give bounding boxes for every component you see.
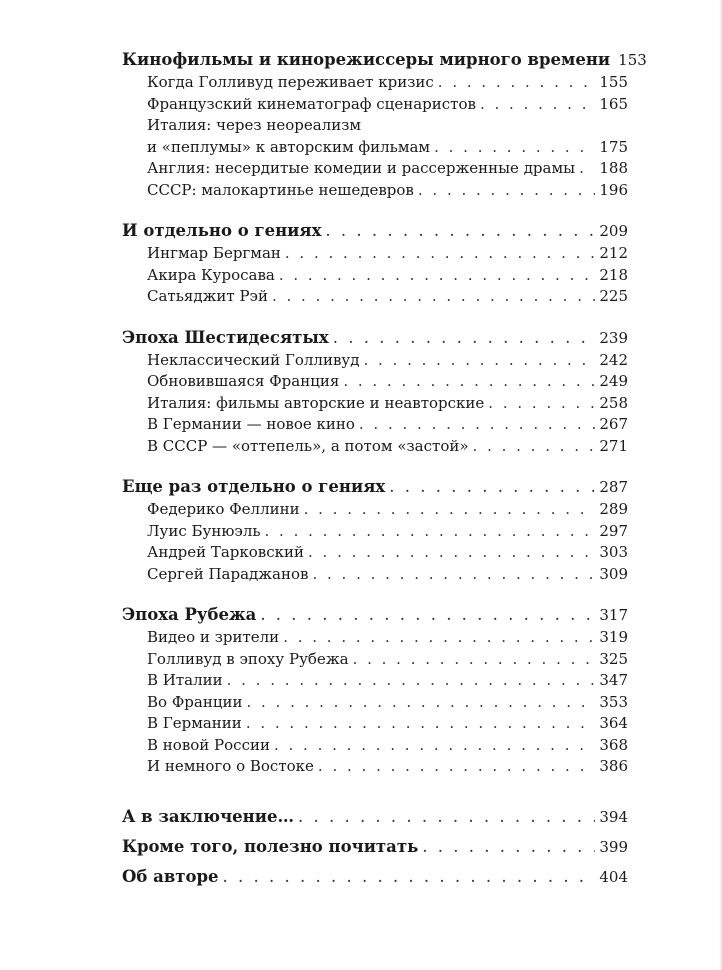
page-number: 258 — [599, 393, 628, 412]
page-number: 303 — [599, 543, 628, 561]
entry-title: Неклассический Голливуд — [147, 350, 360, 369]
dot-leader — [272, 286, 595, 308]
entry-title: И немного о Востоке — [147, 757, 314, 775]
entry-title: Сергей Параджанов — [147, 564, 309, 583]
page-number: 212 — [599, 244, 628, 262]
toc-sub-entry — [122, 735, 628, 757]
entry-title: Ингмар Бергман — [147, 244, 281, 262]
dot-leader — [246, 692, 595, 714]
page-number: 364 — [599, 714, 628, 732]
page-number: 249 — [599, 372, 628, 390]
toc-sub-entry — [122, 692, 628, 714]
toc-sub-entry — [122, 286, 628, 308]
toc-section-entry — [122, 326, 628, 350]
entry-title: Акира Куросава — [147, 265, 275, 284]
page-number: 287 — [599, 478, 628, 496]
page-number: 239 — [599, 328, 628, 347]
entry-title: В новой России — [147, 735, 270, 754]
group-spacer — [122, 585, 628, 603]
toc-sub-entry — [122, 94, 628, 116]
toc-sub-entry-multiline — [122, 115, 628, 158]
group-spacer — [122, 201, 628, 219]
toc-sub-entry — [122, 542, 628, 564]
section-title: И отдельно о гениях — [122, 221, 322, 240]
section-title: Еще раз отдельно о гениях — [122, 477, 386, 496]
page-number: 399 — [599, 837, 628, 856]
dot-leader — [488, 393, 595, 415]
page-number: 218 — [599, 265, 628, 284]
entry-title: Англия: несердитые комедии и рассерженные драмы — [147, 159, 576, 177]
entry-title: Италия: фильмы авторские и неавторские — [147, 393, 485, 412]
entry-title: В Германии — [147, 714, 242, 732]
page-number: 368 — [599, 735, 628, 754]
toc-sub-entry — [122, 564, 628, 586]
page-number: 271 — [599, 436, 628, 455]
toc-sub-entry — [122, 499, 628, 521]
dot-leader — [318, 756, 595, 778]
dot-leader — [418, 180, 595, 202]
dot-leader — [265, 521, 596, 543]
page-number: 242 — [599, 350, 628, 369]
page-number: 297 — [599, 521, 628, 540]
toc-sub-entry — [122, 243, 628, 265]
entry-title: В СССР — «оттепель», а потом «застой» — [147, 436, 469, 455]
page-number: 225 — [599, 287, 628, 305]
page-number: 394 — [599, 807, 628, 826]
table-of-contents — [122, 48, 647, 889]
toc-sub-entry — [122, 371, 628, 393]
page-number: 209 — [599, 222, 628, 240]
dot-leader — [473, 436, 596, 458]
group-spacer — [122, 308, 628, 326]
page-number: 347 — [599, 671, 628, 689]
page-number: 153 — [618, 51, 647, 69]
entry-title-line-1: Италия: через неореализм — [147, 116, 362, 134]
page-number: 309 — [599, 564, 628, 583]
page-number: 188 — [599, 159, 628, 177]
page-number: 267 — [599, 415, 628, 433]
entry-title: Федерико Феллини — [147, 500, 300, 518]
toc-sub-entry — [122, 265, 628, 287]
group-spacer — [122, 457, 628, 475]
toc-section-entry — [122, 805, 628, 829]
page-number: 317 — [599, 606, 628, 624]
section-title: А в заключение… — [122, 806, 294, 826]
section-title: Об авторе — [122, 866, 219, 886]
entry-title: СССР: малокартинье нешедевров — [147, 180, 414, 199]
dot-leader — [308, 542, 595, 564]
toc-sub-entry — [122, 627, 628, 649]
toc-sub-entry — [122, 350, 628, 372]
page-number: 404 — [599, 867, 628, 886]
toc-sub-entry — [122, 180, 628, 202]
dot-leader — [422, 835, 595, 859]
page-number: 319 — [599, 628, 628, 646]
dot-leader — [304, 499, 596, 521]
page-number: 165 — [599, 94, 628, 113]
entry-title: В Италии — [147, 671, 223, 689]
toc-sub-entry-continuation — [147, 137, 628, 159]
dot-leader — [246, 713, 596, 735]
dot-leader — [285, 243, 595, 265]
toc-sub-entry — [122, 649, 628, 671]
entry-title-line-2: и «пеплумы» к авторским фильмам — [147, 137, 431, 156]
toc-sub-entry — [122, 436, 628, 458]
toc-section-entry — [122, 48, 647, 72]
dot-leader — [298, 805, 595, 829]
dot-leader — [279, 265, 596, 287]
toc-sub-entry — [122, 670, 628, 692]
dot-leader — [274, 735, 595, 757]
dot-leader — [283, 627, 595, 649]
entry-title: Французский кинематограф сценаристов — [147, 94, 476, 113]
page-number: 353 — [599, 692, 628, 711]
entry-title: Обновившаяся Франция — [147, 372, 340, 390]
toc-sub-entry — [122, 158, 628, 180]
page-number: 155 — [599, 73, 628, 91]
section-title: Эпоха Шестидесятых — [122, 327, 329, 347]
toc-sub-entry — [122, 521, 628, 543]
toc-section-entry — [122, 219, 628, 243]
toc-sub-entry — [122, 414, 628, 436]
toc-section-entry — [122, 865, 628, 889]
dot-leader — [333, 326, 596, 350]
toc-sub-entry — [122, 72, 628, 94]
dot-leader — [389, 475, 595, 499]
dot-leader — [480, 94, 595, 116]
toc-sub-entry — [122, 393, 628, 415]
page-number: 175 — [599, 137, 628, 156]
toc-section-entry — [122, 603, 628, 627]
entry-title: Луис Бунюэль — [147, 521, 261, 540]
section-title: Кроме того, полезно почитать — [122, 836, 419, 856]
dot-leader — [438, 72, 596, 94]
dot-leader — [223, 865, 596, 889]
dot-leader — [579, 158, 595, 180]
page-number: 325 — [599, 649, 628, 668]
entry-title: Андрей Тарковский — [147, 543, 305, 561]
entry-title: Сатьяджит Рэй — [147, 287, 268, 305]
toc-sub-entry — [122, 713, 628, 735]
page-number: 196 — [599, 180, 628, 199]
page-number: 289 — [599, 500, 628, 518]
toc-section-entry — [122, 475, 628, 499]
dot-leader — [227, 670, 596, 692]
entry-title: Голливуд в эпоху Рубежа — [147, 649, 349, 668]
dot-leader — [353, 649, 596, 671]
dot-leader — [434, 137, 595, 159]
dot-leader — [359, 414, 595, 436]
dot-leader — [343, 371, 595, 393]
page-number: 386 — [599, 757, 628, 775]
entry-title: Во Франции — [147, 692, 243, 711]
dot-leader — [312, 564, 595, 586]
section-title: Эпоха Рубежа — [122, 605, 257, 624]
group-spacer — [122, 778, 628, 805]
dot-leader — [325, 219, 595, 243]
entry-title: Когда Голливуд переживает кризис — [147, 73, 434, 91]
dot-leader — [260, 603, 595, 627]
toc-section-entry — [122, 835, 628, 859]
entry-title: В Германии — новое кино — [147, 415, 355, 433]
entry-title: Видео и зрители — [147, 628, 280, 646]
dot-leader — [363, 350, 595, 372]
section-title: Кинофильмы и кинорежиссеры мирного времени — [122, 50, 611, 69]
toc-sub-entry — [122, 756, 628, 778]
